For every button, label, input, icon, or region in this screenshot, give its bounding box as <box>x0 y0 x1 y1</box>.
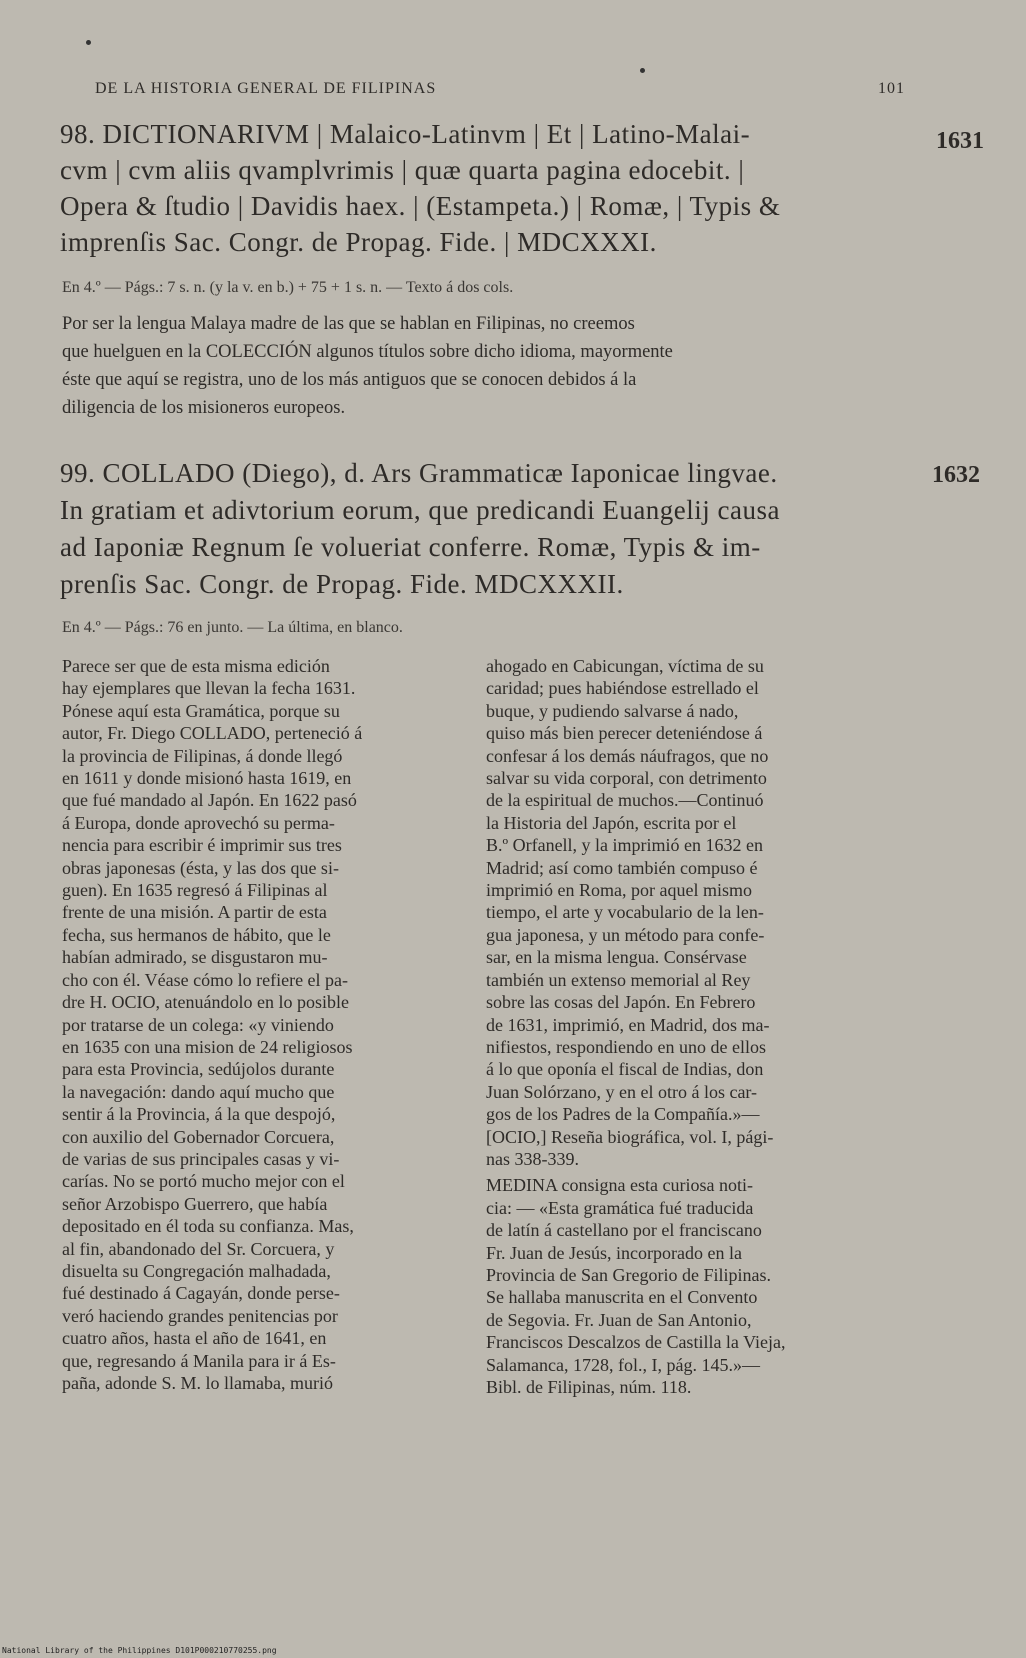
text-line: en 1611 y donde misionó hasta 1619, en <box>62 768 352 789</box>
note-line: éste que aquí se registra, uno de los más antiguos que se conocen debidos á la <box>62 370 637 390</box>
entry-99-collation: En 4.º — Págs.: 76 en junto. — La última, en blanco. <box>62 619 403 636</box>
text-line: también un extenso memorial al Rey <box>486 969 751 990</box>
text-line: nifiestos, respondiendo en uno de ellos <box>486 1036 766 1057</box>
text-line: para esta Provincia, sedújolos durante <box>62 1059 335 1080</box>
text-line: MEDINA consigna esta curiosa noti- <box>486 1175 753 1196</box>
text-line: confesar á los demás náufragos, que no <box>486 745 769 766</box>
text-line: Fr. Juan de Jesús, incorporado en la <box>486 1242 742 1263</box>
text-line: Juan Solórzano, y en el otro á los car- <box>486 1081 758 1102</box>
text-line: de latín á castellano por el franciscano <box>486 1220 762 1241</box>
commentary-right-column <box>486 655 914 1398</box>
text-line: quiso más bien perecer deteniéndose á <box>486 723 763 744</box>
title-line: In gratiam et adivtorium eorum, que predicandi Euangelij causa <box>60 495 781 525</box>
text-line: que, regresando á Manila para ir á Es- <box>62 1350 336 1371</box>
page-number: 101 <box>878 80 905 97</box>
entry-99-year: 1632 <box>932 462 980 488</box>
title-line: cvm | cvm aliis qvamplvrimis | quæ quarta pagina edocebit. | <box>60 155 745 185</box>
entry-99-title <box>60 455 920 603</box>
text-line: nencia para escribir é imprimir sus tres <box>62 835 342 856</box>
text-line: cia: — «Esta gramática fué traducida <box>486 1197 754 1218</box>
entry-98-title <box>60 116 920 260</box>
text-line: habían admirado, se disgustaron mu- <box>62 947 328 968</box>
text-line: señor Arzobispo Guerrero, que había <box>62 1193 328 1214</box>
text-line: veró haciendo grandes penitencias por <box>62 1305 338 1326</box>
text-line: que fué mandado al Japón. En 1622 pasó <box>62 790 357 811</box>
text-line: guen). En 1635 regresó á Filipinas al <box>62 880 328 901</box>
text-line: de varias de sus principales casas y vi- <box>62 1148 340 1169</box>
text-line: nas 338-339. <box>486 1148 579 1169</box>
text-line: Provincia de San Gregorio de Filipinas. <box>486 1264 771 1285</box>
text-line: tiempo, el arte y vocabulario de la len- <box>486 902 764 923</box>
text-line: carías. No se portó mucho mejor con el <box>62 1171 345 1192</box>
text-line: Salamanca, 1728, fol., I, pág. 145.»— <box>486 1354 760 1375</box>
text-line: de la espiritual de muchos.—Continuó <box>486 790 764 811</box>
text-line: imprimió en Roma, por aquel mismo <box>486 880 752 901</box>
note-line: que huelguen en la COLECCIÓN algunos títulos sobre dicho idioma, mayormente <box>62 342 673 362</box>
text-line: fué destinado á Cagayán, donde perse- <box>62 1283 340 1304</box>
text-line: Franciscos Descalzos de Castilla la Vieja, <box>486 1332 786 1353</box>
text-line: sentir á la Provincia, á la que despojó, <box>62 1104 336 1125</box>
entry-98-year: 1631 <box>936 128 984 154</box>
title-line: imprenſis Sac. Congr. de Propag. Fide. | MDCXXXI. <box>60 227 657 257</box>
scan-footer: National Library of the Philippines D101P000210770255.png <box>2 1646 277 1655</box>
text-line: Madrid; así como también compuso é <box>486 857 758 878</box>
text-line: disuelta su Congregación malhadada, <box>62 1260 331 1281</box>
text-line: frente de una misión. A partir de esta <box>62 902 327 923</box>
text-line: Pónese aquí esta Gramática, porque su <box>62 700 340 721</box>
note-line: Por ser la lengua Malaya madre de las que se hablan en Filipinas, no creemos <box>62 314 635 334</box>
text-line: sar, en la misma lengua. Consérvase <box>486 947 747 968</box>
text-line: sobre las cosas del Japón. En Febrero <box>486 992 756 1013</box>
text-line: obras japonesas (ésta, y las dos que si- <box>62 857 339 878</box>
text-line: gos de los Padres de la Compañía.»— <box>486 1104 760 1125</box>
text-line: Se hallaba manuscrita en el Convento <box>486 1287 758 1308</box>
title-line: 99. COLLADO (Diego), d. Ars Grammaticæ Iaponicae lingvae. <box>60 458 778 488</box>
text-line: cuatro años, hasta el año de 1641, en <box>62 1328 327 1349</box>
text-line: al fin, abandonado del Sr. Corcuera, y <box>62 1238 335 1259</box>
text-line: autor, Fr. Diego COLLADO, perteneció á <box>62 723 363 744</box>
text-line: de 1631, imprimió, en Madrid, dos ma- <box>486 1014 770 1035</box>
note-line: diligencia de los misioneros europeos. <box>62 398 346 418</box>
text-line: á Europa, donde aprovechó su perma- <box>62 812 335 833</box>
text-line: paña, adonde S. M. lo llamaba, murió <box>62 1373 333 1393</box>
text-line: hay ejemplares que llevan la fecha 1631. <box>62 678 356 699</box>
text-line: buque, y pudiendo salvarse á nado, <box>486 700 739 721</box>
running-header <box>95 80 905 98</box>
text-line: la navegación: dando aquí mucho que <box>62 1081 335 1102</box>
text-line: B.º Orfanell, y la imprimió en 1632 en <box>486 835 764 856</box>
text-line: salvar su vida corporal, con detrimento <box>486 768 767 789</box>
text-line: dre H. OCIO, atenuándolo en lo posible <box>62 992 349 1013</box>
entry-98-collation: En 4.º — Págs.: 7 s. n. (y la v. en b.) + 75 + 1 s. n. — Texto á dos cols. <box>62 279 514 296</box>
title-line: Opera & ſtudio | Davidis haex. | (Estampeta.) | Romæ, | Typis & <box>60 191 781 221</box>
title-line: prenſis Sac. Congr. de Propag. Fide. MDCXXXII. <box>60 569 624 599</box>
entry-98-note <box>62 310 912 422</box>
title-line: ad Iaponiæ Regnum ſe volueriat conferre. Romæ, Typis & im- <box>60 532 761 562</box>
title-line: 98. DICTIONARIVM | Malaico-Latinvm | Et | Latino-Malai- <box>60 119 751 149</box>
text-line: Parece ser que de esta misma edición <box>62 656 330 676</box>
running-title: DE LA HISTORIA GENERAL DE FILIPINAS <box>95 80 437 97</box>
text-line: Bibl. de Filipinas, núm. 118. <box>486 1377 692 1397</box>
text-line: fecha, sus hermanos de hábito, que le <box>62 924 331 945</box>
text-line: [OCIO,] Reseña biográfica, vol. I, pági- <box>486 1126 774 1147</box>
commentary-left-column <box>62 655 462 1394</box>
text-line: la provincia de Filipinas, á donde llegó <box>62 745 343 766</box>
text-line: depositado en él toda su confianza. Mas, <box>62 1216 354 1237</box>
text-line: la Historia del Japón, escrita por el <box>486 812 737 833</box>
text-line: ahogado en Cabicungan, víctima de su <box>486 656 764 676</box>
text-line: por tratarse de un colega: «y viniendo <box>62 1014 334 1035</box>
ink-speck <box>640 68 645 73</box>
text-line: gua japonesa, y un método para confe- <box>486 924 765 945</box>
text-line: cho con él. Véase cómo lo refiere el pa- <box>62 969 349 990</box>
text-line: de Segovia. Fr. Juan de San Antonio, <box>486 1309 752 1330</box>
text-line: caridad; pues habiéndose estrellado el <box>486 678 759 699</box>
text-line: en 1635 con una mision de 24 religiosos <box>62 1036 353 1057</box>
text-line: con auxilio del Gobernador Corcuera, <box>62 1126 335 1147</box>
text-line: á lo que oponía el fiscal de Indias, don <box>486 1059 764 1080</box>
ink-speck <box>86 40 91 45</box>
